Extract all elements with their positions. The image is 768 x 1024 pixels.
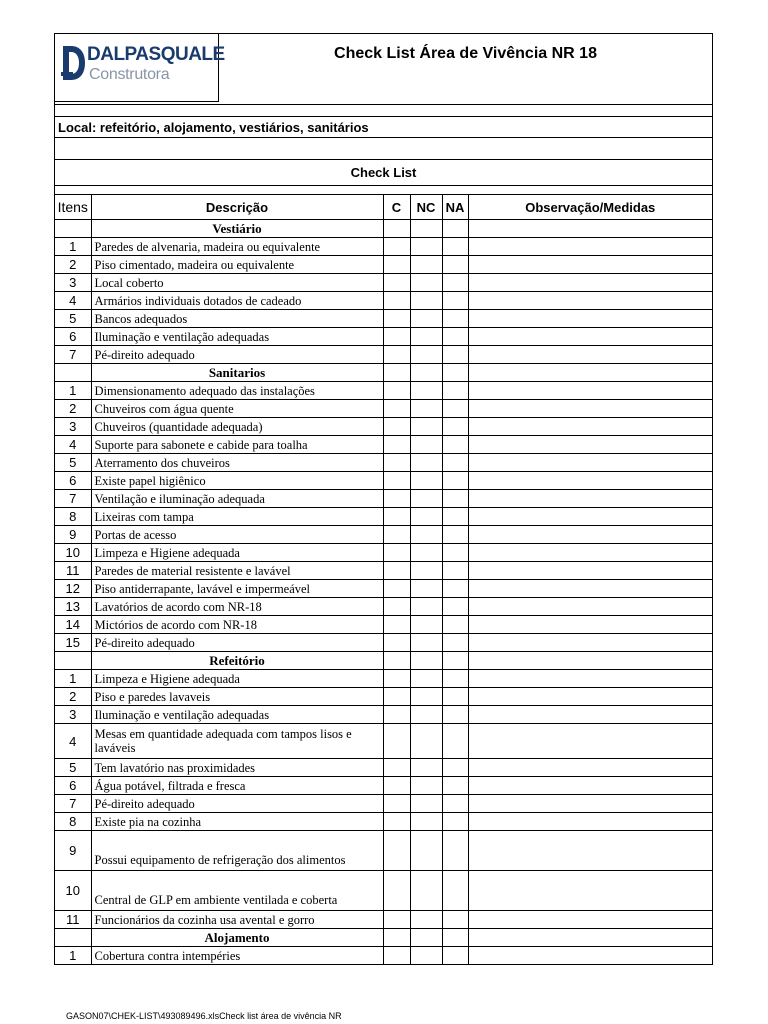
check-c-cell[interactable] [383,526,410,544]
check-c-cell[interactable] [383,634,410,652]
section-item-cell [55,652,91,670]
check-na-cell[interactable] [442,871,468,911]
check-na-cell[interactable] [442,436,468,454]
item-description: Piso cimentado, madeira ou equivalente [91,256,383,274]
item-description: Existe pia na cozinha [91,813,383,831]
item-number: 10 [55,871,91,911]
observation-cell[interactable] [468,544,712,562]
file-path-footer: GASON07\CHEK-LIST\493089496.xlsCheck list área de vivência NR [66,1011,342,1021]
check-c-cell[interactable] [383,562,410,580]
observation-cell[interactable] [468,256,712,274]
col-header-observation: Observação/Medidas [468,195,712,220]
observation-cell[interactable] [468,598,712,616]
check-nc-cell[interactable] [410,759,442,777]
item-description: Paredes de material resistente e lavável [91,562,383,580]
item-number: 1 [55,238,91,256]
checklist-item-row [55,598,712,616]
check-na-cell[interactable] [442,670,468,688]
item-description: Lavatórios de acordo com NR-18 [91,598,383,616]
check-na-cell[interactable] [442,454,468,472]
observation-cell[interactable] [468,759,712,777]
section-observation-cell [468,220,712,238]
checklist-item-row [55,724,712,759]
checklist-item-row [55,454,712,472]
check-na-cell[interactable] [442,508,468,526]
item-number: 14 [55,616,91,634]
check-na-cell[interactable] [442,831,468,871]
check-c-cell[interactable] [383,688,410,706]
check-na-cell[interactable] [442,310,468,328]
checklist-sheet [54,33,713,965]
checklist-item-row [55,670,712,688]
col-header-items: Itens [55,195,91,220]
check-nc-cell[interactable] [410,526,442,544]
section-observation-cell [468,364,712,382]
check-c-cell[interactable] [383,795,410,813]
item-description: Central de GLP em ambiente ventilada e coberta [91,871,383,911]
item-number: 6 [55,777,91,795]
item-number: 4 [55,292,91,310]
observation-cell[interactable] [468,580,712,598]
item-description: Limpeza e Higiene adequada [91,670,383,688]
item-description: Pé-direito adequado [91,634,383,652]
check-na-cell[interactable] [442,418,468,436]
check-nc-cell[interactable] [410,580,442,598]
checklist-item-row [55,526,712,544]
check-na-cell[interactable] [442,526,468,544]
check-nc-cell[interactable] [410,795,442,813]
section-nc-cell [410,364,442,382]
observation-cell[interactable] [468,526,712,544]
observation-cell[interactable] [468,310,712,328]
observation-cell[interactable] [468,634,712,652]
checklist-item-row [55,634,712,652]
observation-cell[interactable] [468,508,712,526]
item-description: Lixeiras com tampa [91,508,383,526]
check-na-cell[interactable] [442,911,468,929]
section-na-cell [442,364,468,382]
item-description: Mictórios de acordo com NR-18 [91,616,383,634]
observation-cell[interactable] [468,616,712,634]
observation-cell[interactable] [468,238,712,256]
item-number: 2 [55,400,91,418]
checklist-item-row [55,580,712,598]
check-nc-cell[interactable] [410,616,442,634]
item-description: Piso antiderrapante, lavável e impermeável [91,580,383,598]
observation-cell[interactable] [468,911,712,929]
check-nc-cell[interactable] [410,777,442,795]
item-number: 9 [55,526,91,544]
check-nc-cell[interactable] [410,544,442,562]
observation-cell[interactable] [468,871,712,911]
checklist-item-row [55,562,712,580]
checklist-item-row [55,795,712,813]
checklist-item-row [55,777,712,795]
check-c-cell[interactable] [383,436,410,454]
check-nc-cell[interactable] [410,436,442,454]
section-observation-cell [468,929,712,947]
check-na-cell[interactable] [442,292,468,310]
item-number: 6 [55,472,91,490]
check-c-cell[interactable] [383,328,410,346]
item-number: 11 [55,911,91,929]
check-na-cell[interactable] [442,238,468,256]
check-nc-cell[interactable] [410,382,442,400]
check-nc-cell[interactable] [410,562,442,580]
check-c-cell[interactable] [383,580,410,598]
check-c-cell[interactable] [383,777,410,795]
item-description: Chuveiros (quantidade adequada) [91,418,383,436]
item-number: 5 [55,310,91,328]
check-nc-cell[interactable] [410,598,442,616]
check-na-cell[interactable] [442,616,468,634]
checklist-item-row [55,310,712,328]
check-nc-cell[interactable] [410,508,442,526]
check-na-cell[interactable] [442,706,468,724]
check-c-cell[interactable] [383,544,410,562]
check-na-cell[interactable] [442,688,468,706]
check-c-cell[interactable] [383,490,410,508]
section-item-cell [55,364,91,382]
section-item-cell [55,929,91,947]
check-c-cell[interactable] [383,947,410,965]
item-number: 11 [55,562,91,580]
observation-cell[interactable] [468,436,712,454]
item-description: Iluminação e ventilação adequadas [91,706,383,724]
observation-cell[interactable] [468,400,712,418]
observation-cell[interactable] [468,472,712,490]
section-na-cell [442,652,468,670]
checklist-item-row [55,436,712,454]
item-number: 8 [55,813,91,831]
check-c-cell[interactable] [383,418,410,436]
item-number: 1 [55,382,91,400]
observation-cell[interactable] [468,454,712,472]
checklist-table [55,195,712,964]
item-number: 1 [55,947,91,965]
item-description: Funcionários da cozinha usa avental e gorro [91,911,383,929]
check-c-cell[interactable] [383,871,410,911]
observation-cell[interactable] [468,328,712,346]
checklist-item-row [55,256,712,274]
item-description: Cobertura contra intempéries [91,947,383,965]
check-c-cell[interactable] [383,472,410,490]
item-description: Água potável, filtrada e fresca [91,777,383,795]
section-title: Vestiário [91,220,383,238]
checklist-item-row [55,274,712,292]
check-nc-cell[interactable] [410,947,442,965]
check-na-cell[interactable] [442,490,468,508]
item-number: 7 [55,490,91,508]
check-c-cell[interactable] [383,292,410,310]
check-c-cell[interactable] [383,831,410,871]
check-c-cell[interactable] [383,670,410,688]
check-c-cell[interactable] [383,310,410,328]
observation-cell[interactable] [468,292,712,310]
observation-cell[interactable] [468,382,712,400]
checklist-item-row [55,238,712,256]
checklist-item-row [55,328,712,346]
section-item-cell [55,220,91,238]
checklist-item-row [55,911,712,929]
observation-cell[interactable] [468,831,712,871]
checklist-item-row [55,871,712,911]
section-title: Sanitarios [91,364,383,382]
item-description: Mesas em quantidade adequada com tampos lisos e laváveis [91,724,383,759]
observation-cell[interactable] [468,346,712,364]
item-number: 2 [55,256,91,274]
section-observation-cell [468,652,712,670]
checklist-item-row [55,382,712,400]
check-c-cell[interactable] [383,813,410,831]
item-description: Aterramento dos chuveiros [91,454,383,472]
section-row [55,929,712,947]
logo-d-icon [61,42,87,84]
checklist-body [55,220,712,965]
checklist-label: Check List [55,160,712,186]
check-nc-cell[interactable] [410,400,442,418]
logo-subtitle: Construtora [89,66,170,83]
item-description: Possui equipamento de refrigeração dos alimentos [91,831,383,871]
check-nc-cell[interactable] [410,706,442,724]
check-nc-cell[interactable] [410,274,442,292]
check-nc-cell[interactable] [410,831,442,871]
section-c-cell [383,364,410,382]
check-nc-cell[interactable] [410,670,442,688]
check-na-cell[interactable] [442,813,468,831]
checklist-item-row [55,418,712,436]
item-number: 7 [55,346,91,364]
item-number: 15 [55,634,91,652]
observation-cell[interactable] [468,777,712,795]
section-nc-cell [410,652,442,670]
checklist-item-row [55,706,712,724]
company-logo [55,34,225,102]
item-description: Ventilação e iluminação adequada [91,490,383,508]
observation-cell[interactable] [468,562,712,580]
check-nc-cell[interactable] [410,256,442,274]
check-nc-cell[interactable] [410,472,442,490]
check-nc-cell[interactable] [410,454,442,472]
section-na-cell [442,929,468,947]
checklist-item-row [55,490,712,508]
check-nc-cell[interactable] [410,418,442,436]
local-label: Local: refeitório, alojamento, vestiários, sanitários [55,117,712,138]
check-na-cell[interactable] [442,580,468,598]
check-nc-cell[interactable] [410,634,442,652]
check-na-cell[interactable] [442,346,468,364]
checklist-item-row [55,472,712,490]
check-na-cell[interactable] [442,328,468,346]
item-description: Iluminação e ventilação adequadas [91,328,383,346]
item-description: Bancos adequados [91,310,383,328]
checklist-item-row [55,400,712,418]
check-nc-cell[interactable] [410,871,442,911]
item-description: Paredes de alvenaria, madeira ou equivalente [91,238,383,256]
check-nc-cell[interactable] [410,490,442,508]
item-number: 2 [55,688,91,706]
item-number: 3 [55,418,91,436]
check-c-cell[interactable] [383,598,410,616]
blank-row [55,138,712,160]
check-nc-cell[interactable] [410,238,442,256]
item-number: 9 [55,831,91,871]
section-na-cell [442,220,468,238]
item-number: 7 [55,795,91,813]
observation-cell[interactable] [468,813,712,831]
check-c-cell[interactable] [383,400,410,418]
observation-cell[interactable] [468,724,712,759]
item-description: Tem lavatório nas proximidades [91,759,383,777]
check-na-cell[interactable] [442,544,468,562]
logo-name: DALPASQUALE [87,44,225,65]
check-c-cell[interactable] [383,382,410,400]
check-nc-cell[interactable] [410,813,442,831]
item-number: 10 [55,544,91,562]
check-na-cell[interactable] [442,382,468,400]
checklist-item-row [55,508,712,526]
checklist-item-row [55,346,712,364]
check-na-cell[interactable] [442,724,468,759]
check-c-cell[interactable] [383,256,410,274]
check-na-cell[interactable] [442,777,468,795]
item-number: 5 [55,454,91,472]
item-description: Local coberto [91,274,383,292]
item-description: Dimensionamento adequado das instalações [91,382,383,400]
item-description: Limpeza e Higiene adequada [91,544,383,562]
checklist-item-row [55,947,712,965]
checklist-item-row [55,688,712,706]
check-na-cell[interactable] [442,472,468,490]
checklist-item-row [55,544,712,562]
check-c-cell[interactable] [383,616,410,634]
item-number: 4 [55,724,91,759]
item-description: Chuveiros com água quente [91,400,383,418]
item-number: 8 [55,508,91,526]
check-na-cell[interactable] [442,562,468,580]
checklist-item-row [55,759,712,777]
item-number: 1 [55,670,91,688]
check-nc-cell[interactable] [410,292,442,310]
observation-cell[interactable] [468,670,712,688]
observation-cell[interactable] [468,274,712,292]
observation-cell[interactable] [468,688,712,706]
check-nc-cell[interactable] [410,911,442,929]
check-na-cell[interactable] [442,256,468,274]
section-title: Alojamento [91,929,383,947]
item-number: 3 [55,706,91,724]
spacer-row [55,186,712,195]
section-row [55,652,712,670]
checklist-item-row [55,831,712,871]
check-nc-cell[interactable] [410,688,442,706]
item-description: Armários individuais dotados de cadeado [91,292,383,310]
item-number: 6 [55,328,91,346]
item-description: Existe papel higiênico [91,472,383,490]
col-header-c: C [383,195,410,220]
section-row [55,220,712,238]
check-na-cell[interactable] [442,598,468,616]
section-c-cell [383,652,410,670]
check-na-cell[interactable] [442,759,468,777]
check-c-cell[interactable] [383,759,410,777]
item-description: Piso e paredes lavaveis [91,688,383,706]
item-number: 5 [55,759,91,777]
item-description: Suporte para sabonete e cabide para toalha [91,436,383,454]
check-na-cell[interactable] [442,274,468,292]
sheet-header [55,34,712,105]
section-nc-cell [410,220,442,238]
section-c-cell [383,929,410,947]
check-c-cell[interactable] [383,508,410,526]
section-nc-cell [410,929,442,947]
spacer-row [55,105,712,117]
observation-cell[interactable] [468,947,712,965]
item-number: 4 [55,436,91,454]
observation-cell[interactable] [468,795,712,813]
item-number: 12 [55,580,91,598]
col-header-na: NA [442,195,468,220]
check-na-cell[interactable] [442,400,468,418]
check-nc-cell[interactable] [410,310,442,328]
check-c-cell[interactable] [383,911,410,929]
checklist-item-row [55,292,712,310]
check-na-cell[interactable] [442,634,468,652]
check-nc-cell[interactable] [410,346,442,364]
col-header-nc: NC [410,195,442,220]
check-c-cell[interactable] [383,346,410,364]
checklist-item-row [55,813,712,831]
observation-cell[interactable] [468,418,712,436]
check-nc-cell[interactable] [410,328,442,346]
checklist-item-row [55,616,712,634]
observation-cell[interactable] [468,490,712,508]
item-description: Pé-direito adequado [91,346,383,364]
section-c-cell [383,220,410,238]
check-nc-cell[interactable] [410,724,442,759]
col-header-description: Descrição [91,195,383,220]
check-na-cell[interactable] [442,947,468,965]
observation-cell[interactable] [468,706,712,724]
section-row [55,364,712,382]
check-c-cell[interactable] [383,724,410,759]
table-header-row [55,195,712,220]
check-c-cell[interactable] [383,274,410,292]
document-title: Check List Área de Vivência NR 18 [334,45,597,62]
item-number: 13 [55,598,91,616]
item-description: Portas de acesso [91,526,383,544]
check-c-cell[interactable] [383,238,410,256]
item-description: Pé-direito adequado [91,795,383,813]
section-title: Refeitório [91,652,383,670]
check-c-cell[interactable] [383,706,410,724]
check-c-cell[interactable] [383,454,410,472]
item-number: 3 [55,274,91,292]
check-na-cell[interactable] [442,795,468,813]
